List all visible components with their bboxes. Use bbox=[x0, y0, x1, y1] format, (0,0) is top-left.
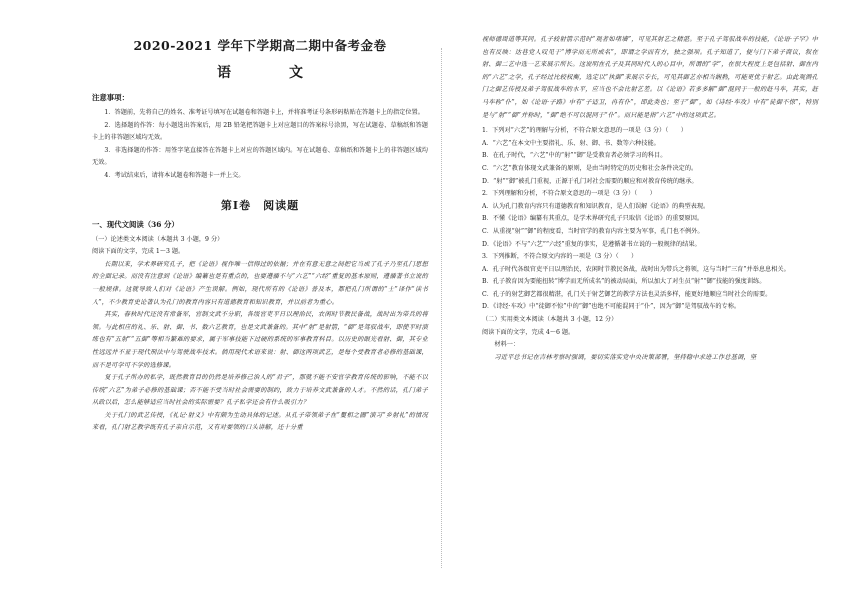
left-column bbox=[92, 30, 428, 435]
option-c: C．从重视“射”“御”的程度看，当时官学的教育内容主要为军事，孔门也不例外。 bbox=[482, 227, 704, 235]
passage-paragraph: 长期以来，学术界研究孔子，把《论语》视作唯一信得过的依据；并在有意无意之间把它当成了孔子乃至孔门思想的全面记录。而没有注意到《论语》编纂也是有重点的，也要遵循不与“六艺”“六经”重复的基本原则，遵循著书立说的一般规律。这就导致人们对《论语》产生误解。例如，现代所有的《论语》普及本，都把孔门所谓的“士”译作“读书人”，不少教育史论著认为孔门的教育内容只有道德教育和知识教育，并以前者为重心。 bbox=[92, 260, 428, 306]
note-item: 2．选择题的作答：每小题选出答案后，用 2B 铅笔把答题卡上对应题目的答案标号涂黑，写在试题卷、草稿纸和答题卡上的非答题区域均无效。 bbox=[92, 121, 428, 142]
passage-paragraph: 其实，春秋时代还没有常备军，官制文武不分职，各级官吏平日以理治民，农闲时节教民备战，战时出为带兵的将领。与此相应的礼、乐、射、御、书、数六艺教育，也是文武兼备的。其中“射”是射箭，“御”是驾驭战车，即使平时演练也有“五射”“五御”等相当繁难的要求，属于军事技能下过硬的系统的军事教育科目。以历史的眼光看射、御，其专业性远远并不亚于现代刑法中与驾驶战车技术。倘用现代术语来说：射、御这两项武艺，是每个受教育者必修的基础课，而不是可学可不学的选修课。 bbox=[92, 311, 428, 369]
option-a: A．“六艺”在本文中主要指礼、乐、射、御、书、数等六种技能。 bbox=[482, 139, 660, 147]
question-2 bbox=[482, 188, 818, 251]
subsection-heading: （一）论述类文本阅读（本题共 3 小题，9 分） bbox=[92, 235, 224, 243]
right-column bbox=[482, 34, 818, 364]
instruction-text: 阅读下面的文字，完成 1～3 题。 bbox=[92, 248, 185, 256]
column-divider bbox=[441, 48, 442, 568]
passage-paragraph: 视师德周道等其同。孔子较射箭示范时“观者如堵墙”，可见其射艺之精湛。至于孔子驾驭战车的技能，《论语·子罕》中也有反映：达巷党人叹见于“博学而无所成名”，即谓之学而有方，独之强项。孔子知道了，便与门下弟子商议，叙在射、御二艺中选一艺来展示所长。这说明在孔子及其同时代人的心目中，所谓的“学”，在很大程度上是包括射、御在内的“六艺”之学，孔子经过比较权衡，选定以“执御”来展示专长，可见其御艺亦相当娴熟，可能更优于射艺。由此观测孔门之御艺传授及弟子驾驭战车的水平，应当也不会比射艺差。以《论语》若多多解“御”混同于一般的赶马车，其实，赶马车称“仆”，如《论语·子路》中有“子适卫，冉有仆”，即此类也；至于“御”，如《诗经·车攻》中有“徒御不惊”，特别是与“射”“御”并称时，“御”绝不可以混同于“仆”。而只能是指“六艺”中的这项武艺。 bbox=[482, 36, 818, 119]
option-b: B．在孔子时代，“六艺”中的“射”“御”是受教育者必须学习的科目。 bbox=[482, 152, 667, 160]
question-stem: 3．下列推断，不符合原文内容的一项是（3 分）（ ） bbox=[482, 253, 638, 261]
note-item: 4．考试结束后，请将本试题卷和答题卡一并上交。 bbox=[104, 171, 245, 179]
section-title: 第Ⅰ卷 阅读题 bbox=[220, 198, 300, 212]
passage-paragraph: 关于孔门的武艺传授，《礼记·射义》中有颇为生动具体的记述。从孔子带领弟子在“矍相之圃”演习“乡射礼”的情况来看，孔门射艺教学既有孔子亲自示范，又有对要领的口头讲解，还十分重 bbox=[92, 411, 428, 432]
exam-title: 2020-2021 学年下学期高二期中备考金卷 bbox=[133, 38, 387, 53]
material-label: 材料一： bbox=[494, 341, 520, 349]
option-a: A．孔子时代各级官吏平日以理治民，农闲时节教民备战，战时出为带兵之将领，这与当时“三育”并举息息相关。 bbox=[482, 265, 790, 273]
option-b: B．不懂《论语》编纂有其重点，是学术界研究孔子只取信《论语》的重要原因。 bbox=[482, 215, 704, 223]
option-a: A．认为孔门教育内容只有道德教育和知识教育，是人们误解《论语》的典型表现。 bbox=[482, 202, 710, 210]
option-c: C．孔子的射艺御艺都很精湛，孔门关于射艺御艺的教学方法也灵活多样，能更好地顺应当时社会的需要。 bbox=[482, 290, 772, 298]
notes-heading: 注意事项： bbox=[92, 93, 129, 102]
note-item: 1．答题前，先将自己的姓名、准考证号填写在试题卷和答题卡上，并将准考证号条形码粘贴在答题卡上的指定位置。 bbox=[104, 109, 424, 116]
option-b: B．孔子教育因为要能扭转“博学而无所成名”的被动局面，所以加大了对生员“射”“御”技能的强度训练。 bbox=[482, 278, 766, 286]
note-item: 3．非选择题的作答：用签字笔直接答在答题卡上对应的答题区域内。写在试题卷、草稿纸和答题卡上的非答题区域均无效。 bbox=[92, 146, 428, 167]
passage-paragraph: 复于孔子所办的私学，既然教育目的仍然是培养修己治人的“君子”，那就不能不安官学教育传统的影响，不能不以传统“六艺”为弟子必修的基础课；否不能不受当时社会需要的制约，致力于培养文武兼备的人才。不然的话，孔门弟子从政以后，怎么能够适应当时社会的实际需要？孔子私学还会有什么吸引力？ bbox=[92, 374, 428, 407]
question-stem: 1．下列对“六艺”的理解与分析，不符合原文意思的一项是（3 分）（ ） bbox=[482, 127, 687, 135]
option-c: C．“六艺”教育体现文武兼备的原则，是由当时特定的历史和社会条件决定的。 bbox=[482, 164, 698, 172]
instruction-text: 阅读下面的文字，完成 4～6 题。 bbox=[482, 328, 575, 336]
subsection-heading: （二）实用类文本阅读（本题共 3 小题，12 分） bbox=[482, 316, 618, 324]
option-d: D．《论语》不与“六艺”“六经”重复的事实，是遵循著书立说的一般规律的结果。 bbox=[482, 240, 701, 248]
part-heading: 一、现代文阅读（36 分） bbox=[92, 219, 179, 229]
subject-title: 语 文 bbox=[217, 65, 325, 81]
option-d: D．《诗经·车攻》中“徒御不惊”中的“御”也绝不可能混同于“仆”，因为“御”是驾驭战车的专称。 bbox=[482, 303, 741, 311]
option-d: D．“射”“御”被孔门重视，正源于孔门对社会需要的顺应和对教育传统的继承。 bbox=[482, 177, 698, 185]
question-1 bbox=[482, 125, 818, 188]
question-3 bbox=[482, 251, 818, 314]
material-text: 习近平总书记在吉林考察时强调，要切实落实党中央决策部署，坚持稳中求进工作总基调，坚 bbox=[494, 353, 757, 361]
question-stem: 2．下列理解和分析，不符合原文意思的一项是（3 分）（ ） bbox=[482, 190, 656, 198]
